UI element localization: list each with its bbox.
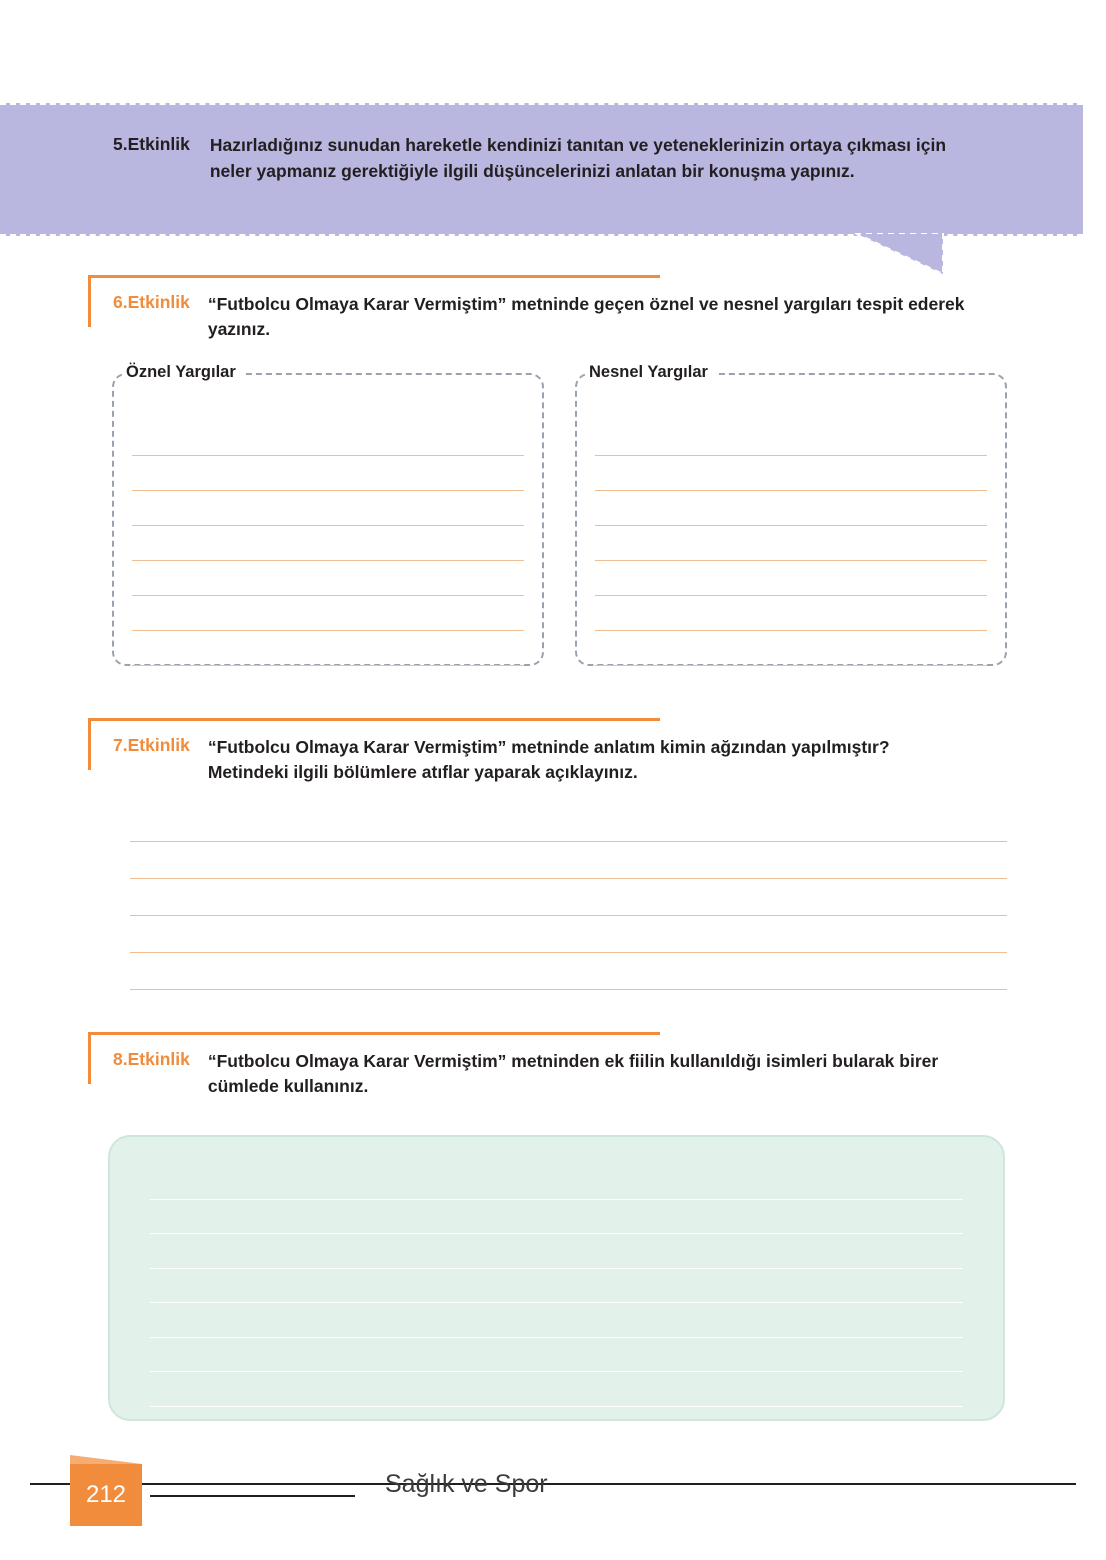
write-line[interactable] xyxy=(132,526,524,561)
activity-7 xyxy=(88,718,1018,786)
activity-7-label: 7.Etkinlik xyxy=(113,735,190,755)
activity-5-banner xyxy=(0,103,1083,236)
activity-8-text: “Futbolcu Olmaya Karar Vermiştim” metninden ek fiilin kullanıldığı isimleri bularak birer cümlede kullanınız. xyxy=(207,1051,939,1097)
footer-divider xyxy=(30,1483,1076,1485)
write-line[interactable] xyxy=(595,561,987,596)
speech-bubble-tail-icon xyxy=(855,233,945,275)
nesnel-yargilar-box[interactable] xyxy=(575,363,1007,666)
activity-6 xyxy=(88,275,1018,343)
write-line[interactable] xyxy=(132,491,524,526)
oznel-yargilar-caption: Öznel Yargılar xyxy=(122,363,244,382)
activity-8-answer-box[interactable] xyxy=(108,1135,1005,1421)
page-number-badge: 212 xyxy=(70,1464,142,1526)
write-line[interactable] xyxy=(595,526,987,561)
activity-8-rule xyxy=(88,1032,660,1035)
write-line[interactable] xyxy=(150,1200,963,1235)
nesnel-yargilar-lines xyxy=(595,421,987,666)
write-line[interactable] xyxy=(595,596,987,631)
activity-5-text: Hazırladığınız sunudan hareketle kendinizi tanıtan ve yeteneklerinizin ortaya çıkması için neler yapmanız gerektiğiyle ilgili düşüncelerinizi anlatan bir konuşma yapınız. xyxy=(209,135,947,181)
write-line[interactable] xyxy=(150,1303,963,1338)
write-line[interactable] xyxy=(150,1338,963,1373)
nesnel-yargilar-caption: Nesnel Yargılar xyxy=(585,363,716,382)
write-line[interactable] xyxy=(150,1165,963,1200)
write-line[interactable] xyxy=(150,1372,963,1407)
write-line[interactable] xyxy=(150,1234,963,1269)
activity-7-rule xyxy=(88,718,660,721)
write-line[interactable] xyxy=(132,456,524,491)
write-line[interactable] xyxy=(130,842,1007,879)
oznel-yargilar-box[interactable] xyxy=(112,363,544,666)
write-line[interactable] xyxy=(130,953,1007,990)
write-line[interactable] xyxy=(132,561,524,596)
footer-short-line xyxy=(150,1495,355,1497)
activity-6-answer-boxes xyxy=(112,363,1007,666)
activity-6-label: 6.Etkinlik xyxy=(113,292,190,312)
write-line[interactable] xyxy=(595,491,987,526)
activity-5-label: 5.Etkinlik xyxy=(113,134,190,154)
activity-6-text: “Futbolcu Olmaya Karar Vermiştim” metninde geçen öznel ve nesnel yargıları tespit ederek yazınız. xyxy=(207,294,965,340)
write-line[interactable] xyxy=(595,456,987,491)
write-line[interactable] xyxy=(132,421,524,456)
write-line[interactable] xyxy=(595,631,987,666)
write-line[interactable] xyxy=(130,916,1007,953)
write-line[interactable] xyxy=(132,596,524,631)
activity-8-label: 8.Etkinlik xyxy=(113,1049,190,1069)
activity-8 xyxy=(88,1032,1018,1100)
activity-7-text: “Futbolcu Olmaya Karar Vermiştim” metninde anlatım kimin ağzından yapılmıştır? Metindeki ilgili bölümlere atıflar yaparak açıklayınız. xyxy=(207,737,890,783)
write-line[interactable] xyxy=(130,805,1007,842)
write-line[interactable] xyxy=(595,421,987,456)
write-line[interactable] xyxy=(130,879,1007,916)
activity-7-answer-lines xyxy=(130,805,1007,990)
activity-6-rule xyxy=(88,275,660,278)
oznel-yargilar-lines xyxy=(132,421,524,666)
write-line[interactable] xyxy=(132,631,524,666)
unit-title: Sağlık ve Spor xyxy=(385,1470,548,1498)
write-line[interactable] xyxy=(150,1269,963,1304)
